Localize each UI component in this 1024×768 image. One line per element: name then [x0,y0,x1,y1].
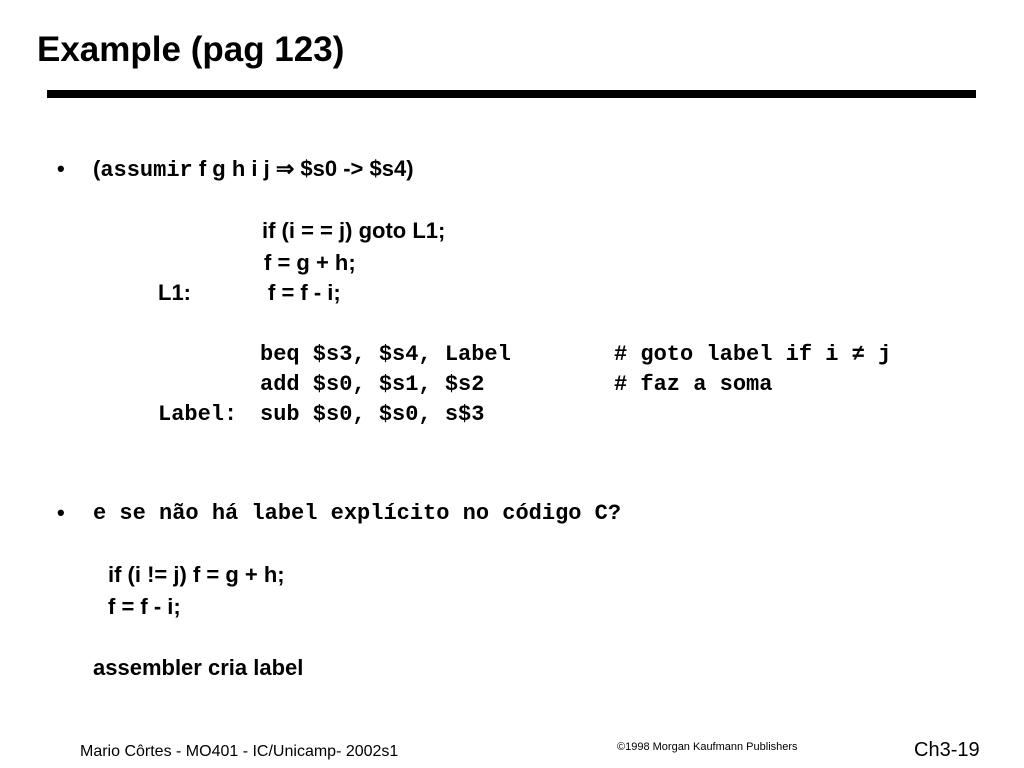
bullet-1-text [93,156,414,183]
footer-copyright: ©1998 Morgan Kaufmann Publishers [617,741,798,753]
c-code2-line-2: f = f - i; [108,594,181,619]
c-code-line-2: f = g + h; [264,250,356,275]
asm-line-1-comment: # goto label if i ≠ j [614,342,892,367]
title-divider [47,90,976,98]
bullet-1-open-paren: ( [93,156,101,181]
asm-line-2-instruction: add $s0, $s1, $s2 [260,372,485,397]
c-code-line-1: if (i = = j) goto L1; [262,218,446,243]
footer-author: Mario Côrtes - MO401 - IC/Unicamp- 2002s1 [80,743,399,760]
bullet-symbol-2: • [57,500,65,525]
asm-label: Label: [158,402,238,427]
asm-line-1-instruction: beq $s3, $s4, Label [260,342,511,367]
footer-slide-number: Ch3-19 [914,739,980,761]
bullet-1-vars: f g h i j [192,156,276,181]
bullet-symbol-1: • [57,156,65,181]
slide-title: Example (pag 123) [37,30,345,69]
bullet-2-text: e se não há label explícito no código C? [93,501,622,526]
assembler-note: assembler cria label [93,655,304,680]
asm-line-2-comment: # faz a soma [614,372,773,397]
implies-symbol: ⇒ [275,156,295,181]
asm-line-3-instruction: sub $s0, $s0, s$3 [260,402,485,427]
bullet-1-regs: $s0 -> $s4) [294,156,414,181]
c-code-label: L1: [158,280,191,305]
c-code-line-3: f = f - i; [268,280,341,305]
bullet-1-assume-word: assumir [100,158,193,183]
c-code2-line-1: if (i != j) f = g + h; [108,562,285,587]
